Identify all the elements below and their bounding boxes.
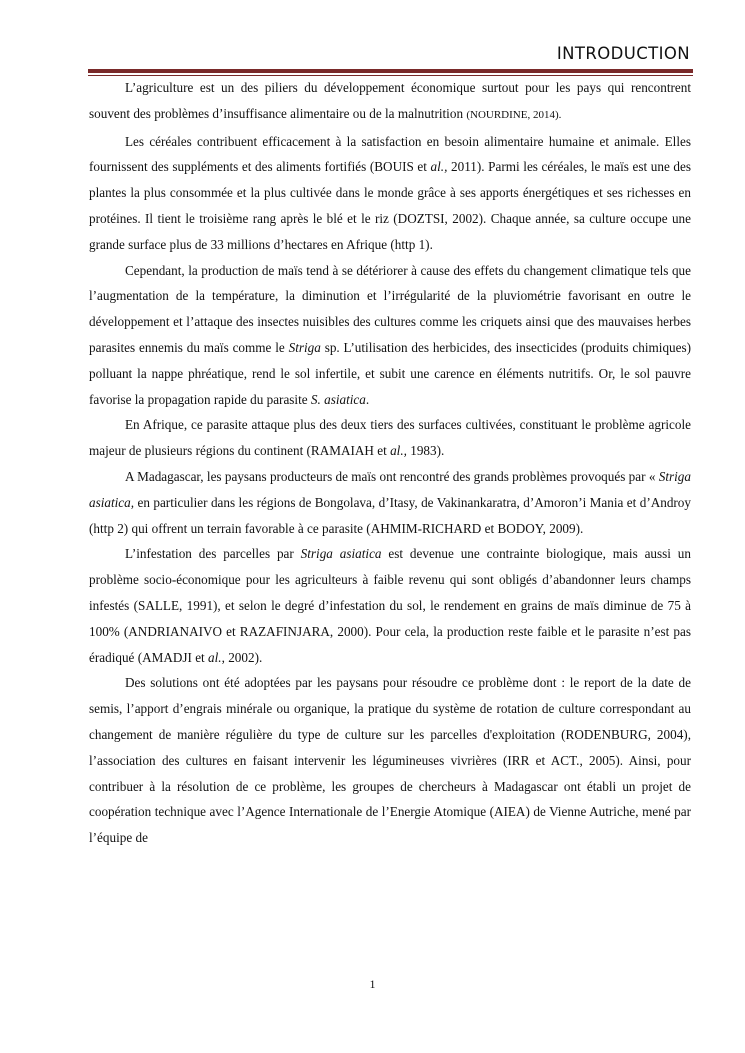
paragraph-4 bbox=[89, 412, 691, 464]
paragraph-6-text-a: L’infestation des parcelles par bbox=[125, 546, 301, 562]
paragraph-4-text-a: En Afrique, ce parasite attaque plus des deux tiers des surfaces cultivées, constituant le problème agricole majeur de plusieurs régions du continent (RAMAIAH et bbox=[89, 417, 691, 459]
page-title: INTRODUCTION bbox=[556, 44, 690, 63]
header-rule-thick bbox=[88, 69, 693, 73]
page-number: 1 bbox=[369, 977, 376, 991]
paragraph-3-s-asiatica: S. asiatica bbox=[310, 391, 366, 407]
paragraph-3-striga: Striga bbox=[288, 339, 321, 355]
paragraph-6 bbox=[89, 541, 691, 670]
paragraph-3-text-b: sp. L’utilisation des herbicides, des insecticides (produits chimiques) polluant la nappe phréatique, rend le sol infertile, et subit une carence en éléments nutritifs. Or, le sol pauvre favorise la propagation rapide du parasite bbox=[89, 339, 692, 407]
paragraph-3-end: . bbox=[365, 391, 370, 407]
paragraph-6-end: , 2002). bbox=[221, 649, 263, 665]
paragraph-1 bbox=[89, 75, 691, 129]
paragraph-5-striga: Striga asiatica, bbox=[89, 468, 691, 510]
paragraph-6-striga: Striga asiatica bbox=[300, 546, 382, 562]
paragraph-1-text: L’agriculture est un des piliers du développement économique surtout pour les pays qui rencontrent souvent des problèmes d’insuffisance alimentaire ou de la malnutrition bbox=[89, 80, 691, 121]
paragraph-7-text: Des solutions ont été adoptées par les paysans pour résoudre ce problème dont : le report de la date de semis, l’apport d’engrais minérale ou organique, la pratique du système de rotation de culture correspondant au changement de manière régulière du type de culture sur les parcelles d'exploitation (RODENBURG, 2004), l’association des cultures en faisant intervenir les légumineuses vivrières (IRR et ACT., 2005). Ainsi, pour contribuer à la résolution de ce problème, les groupes de chercheurs à Madagascar ont établi un projet de coopération technique avec l’Agence Internationale de l’Energie Atomique (AIEA) de Vienne Autriche, mené par l’équipe de bbox=[89, 675, 691, 846]
paragraph-6-text-b: est devenue une contrainte biologique, mais aussi un problème socio-économique pour les agriculteurs à faible revenu qui sont obligés d’abandonner leurs champs infestés (SALLE, 1991), et selon le degré d’infestation du sol, le rendement en grains de maïs diminue de 75 à 100% (ANDRIANAIVO et RAZAFINJARA, 2000). Pour cela, la production reste faible et le parasite n’est pas éradiqué (AMADJI et bbox=[89, 546, 691, 665]
paragraph-4-text-b: 1983). bbox=[406, 443, 445, 459]
paragraph-4-et-al: al., bbox=[390, 443, 407, 459]
paragraph-3-text-a: Cependant, la production de maïs tend à se détériorer à cause des effets du changement climatique tels que l’augmentation de la température, la diminution et l’irrégularité de la pluviométrie favorisant en outre le développement et l’attaque des insectes nuisibles des cultures comme les criquets ainsi que des mauvaises herbes parasites ennemis du maïs comme le bbox=[89, 262, 691, 355]
paragraph-5-text-a: A Madagascar, les paysans producteurs de maïs ont rencontré des grands problèmes provoqués par « bbox=[125, 468, 659, 484]
paragraph-2-et-al: al., bbox=[430, 159, 448, 175]
paragraph-3 bbox=[89, 258, 691, 413]
paragraph-1-end: . bbox=[558, 108, 562, 121]
paragraph-5-text-b: en particulier dans les régions de Bongolava, d’Itasy, de Vakinankaratra, d’Amoron’i Mania et d’Androy (http 2) qui offrent un terrain favorable à ce parasite (AHMIM-RICHARD et BODOY, 2009). bbox=[89, 494, 691, 536]
body-text bbox=[89, 75, 691, 851]
paragraph-2 bbox=[89, 129, 691, 258]
paragraph-7 bbox=[89, 670, 691, 851]
paragraph-5 bbox=[89, 464, 691, 541]
paragraph-2-text-b: 2011). Parmi les céréales, le maïs est une des plantes la plus consommée et la plus cultivée dans le monde grâce à ses apports énergétiques et ses richesses en protéines. Il tient le troisième rang après le blé et le riz (DOZTSI, 2002). Chaque année, sa culture occupe une grande surface plus de 33 millions d’hectares en Afrique (http 1). bbox=[89, 159, 691, 252]
paragraph-2-text-a: Les céréales contribuent efficacement à la satisfaction en besoin alimentaire humaine et animale. Elles fournissent des suppléments et des aliments fortifiés (BOUIS et bbox=[89, 133, 691, 175]
paragraph-6-et-al: al. bbox=[208, 649, 222, 665]
paragraph-1-citation: (NOURDINE, 2014) bbox=[466, 108, 559, 121]
